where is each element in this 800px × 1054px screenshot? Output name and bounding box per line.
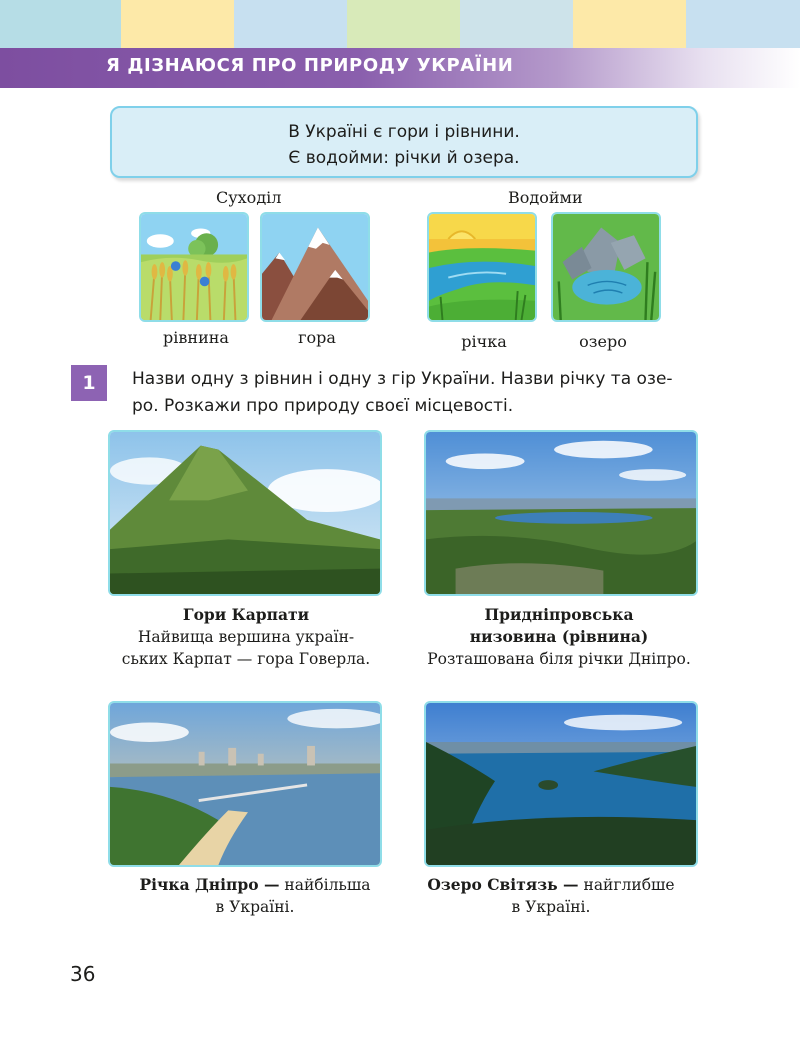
carpathians-photo <box>108 430 382 596</box>
water-category-title: Водойми <box>508 188 583 207</box>
river-label: річка <box>461 332 507 351</box>
strip-segment <box>0 0 121 50</box>
plain-label: рівнина <box>163 328 229 347</box>
svitiaz-photo <box>424 701 698 867</box>
carpathians-line-1: Найвища вершина україн- <box>137 628 355 646</box>
dnipro-line-2: в Україні. <box>215 898 295 916</box>
land-category-title: Суходіл <box>216 188 282 207</box>
mountain-photo-icon <box>110 432 380 594</box>
mountain-icon <box>262 214 368 320</box>
river-photo-icon <box>110 703 380 865</box>
task-text <box>132 366 712 420</box>
dnipro-photo <box>108 701 382 867</box>
lake-photo-icon <box>426 703 696 865</box>
carpathians-title: Гори Карпати <box>182 605 310 624</box>
svitiaz-caption <box>404 874 698 918</box>
dnipro-caption <box>110 874 400 918</box>
lowland-photo-icon <box>426 432 696 594</box>
dnipro-rest: найбільша <box>279 876 371 894</box>
svitiaz-rest: найглибше <box>578 876 675 894</box>
section-title: Я ДІЗНАЮСЯ ПРО ПРИРОДУ УКРАЇНИ <box>106 55 514 76</box>
lowland-title-line-2: низовина (рівнина) <box>469 627 649 646</box>
info-line-2: Є водойми: річки й озера. <box>288 148 520 168</box>
strip-segment <box>460 0 573 50</box>
task-line-1: Назви одну з рівнин і одну з гір України. Назви річку та озе- <box>132 369 673 389</box>
mountain-illustration <box>260 212 370 322</box>
strip-segment <box>121 0 234 50</box>
info-box <box>110 106 698 178</box>
lake-illustration <box>551 212 661 322</box>
strip-segment <box>347 0 460 50</box>
lake-icon <box>553 214 659 320</box>
mountain-label: гора <box>298 328 336 347</box>
strip-segment <box>686 0 800 50</box>
lowland-caption <box>404 604 714 670</box>
carpathians-line-2: ських Карпат — гора Говерла. <box>121 650 371 668</box>
info-line-1: В Україні є гори і рівнини. <box>288 122 520 142</box>
lowland-title-line-1: Придніпровська <box>484 605 634 624</box>
lowland-line-1: Розташована біля річки Дніпро. <box>427 650 691 668</box>
dnipro-title: Річка Дніпро — <box>139 875 280 894</box>
header-color-strip <box>0 0 800 50</box>
task-number: 1 <box>71 365 107 401</box>
svitiaz-title: Озеро Світязь — <box>427 875 579 894</box>
river-icon <box>429 214 535 320</box>
strip-segment <box>573 0 686 50</box>
task-line-2: ро. Розкажи про природу своєї місцевості. <box>132 396 514 416</box>
svitiaz-line-2: в Україні. <box>511 898 591 916</box>
strip-segment <box>234 0 347 50</box>
lake-label: озеро <box>579 332 627 351</box>
lowland-photo <box>424 430 698 596</box>
plain-illustration <box>139 212 249 322</box>
carpathians-caption <box>108 604 384 670</box>
plain-icon <box>141 214 247 320</box>
page-number: 36 <box>70 962 96 986</box>
section-banner <box>0 48 800 88</box>
river-illustration <box>427 212 537 322</box>
